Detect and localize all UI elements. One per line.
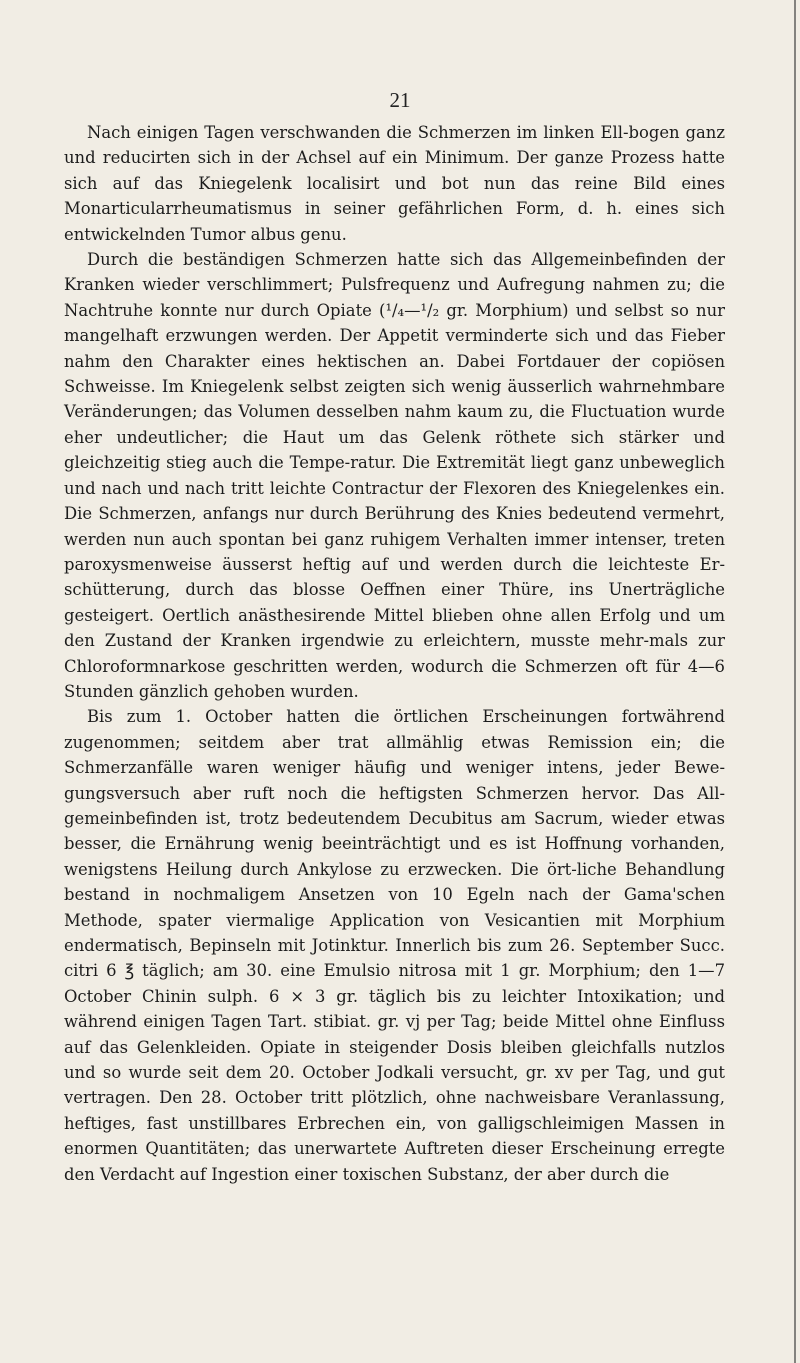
paragraph-3: Bis zum 1. October hatten die örtlichen Erscheinungen fortwährend zugenommen; seitdem aber trat allmählig etwas Remission ein; die Schmerzanfälle waren weniger häufig und weniger intens, jeder Bewe-gungsversuch aber ruft noch die heftigsten Schmerzen hervor. Das All-gemeinbefinden ist, trotz bedeutendem Decubitus am Sacrum, wieder etwas besser, die Ernährung wenig beeinträchtigt und es ist Hoffnung vorhanden, wenigstens Heilung durch Ankylose zu erzwecken. Die ört-liche Behandlung bestand in nochmaligem Ansetzen von 10 Egeln nach der Gama'schen Methode, spater viermalige Application von Vesicantien mit Morphium endermatisch, Bepinseln mit Jotinktur. Innerlich bis zum 26. September Succ. citri 6 ℥ täglich; am 30. eine Emulsio nitrosa mit 1 gr. Morphium; den 1—7 October Chinin sulph. 6 × 3 gr. täglich bis zu leichter Intoxikation; und während einigen Tagen Tart. stibiat. gr. vj per Tag; beide Mittel ohne Einfluss auf das Gelenkleiden. Opiate in steigender Dosis bleiben gleichfalls nutzlos und so wurde seit dem 20. October Jodkali versucht, gr. xv per Tag, und gut vertragen. Den 28. October tritt plötzlich, ohne nachweisbare Veranlassung, heftiges, fast unstillbares Erbrechen ein, von galligschleimigen Massen in enormen Quantitäten; das unerwartete Auftreten dieser Erscheinung erregte den Verdacht auf Ingestion einer toxischen Substanz, der aber durch die [64,707,725,1184]
page-number: 21 [389,88,411,112]
paragraph-2: Durch die beständigen Schmerzen hatte sich das Allgemeinbefinden der Kranken wieder verschlimmert; Pulsfrequenz und Aufregung nahmen zu; die Nachtruhe konnte nur durch Opiate (¹/₄—¹/₂ gr. Morphium) und selbst so nur mangelhaft erzwungen werden. Der Appetit verminderte sich und das Fieber nahm den Charakter eines hektischen an. Dabei Fortdauer der copiösen Schweisse. Im Kniegelenk selbst zeigten sich wenig äusserlich wahrnehmbare Veränderungen; das Volumen desselben nahm kaum zu, die Fluctuation wurde eher undeutlicher; die Haut um das Gelenk röthete sich stärker und gleichzeitig stieg auch die Tempe-ratur. Die Extremität liegt ganz unbeweglich und nach und nach tritt leichte Contractur der Flexoren des Kniegelenkes ein. Die Schmerzen, anfangs nur durch Berührung des Knies bedeutend vermehrt, werden nun auch spontan bei ganz ruhigem Verhalten immer intenser, treten paroxysmenweise äusserst heftig auf und werden durch die leichteste Er-schütterung, durch das blosse Oeffnen einer Thüre, ins Unerträgliche gesteigert. Oertlich anästhesirende Mittel blieben ohne allen Erfolg und um den Zustand der Kranken irgendwie zu erleichtern, musste mehr-mals zur Chloroformnarkose geschritten werden, wodurch die Schmerzen oft für 4—6 Stunden gänzlich gehoben wurden. [64,250,725,701]
paragraph-1: Nach einigen Tagen verschwanden die Schmerzen im linken Ell-bogen ganz und reducirten sich in der Achsel auf ein Minimum. Der ganze Prozess hatte sich auf das Kniegelenk localisirt und bot nun das reine Bild eines Monarticularrheumatismus in seiner gefährlichen Form, d. h. eines sich entwickelnden Tumor albus genu. [64,123,725,244]
body-text [64,120,725,1187]
page-edge-line [794,0,796,1363]
